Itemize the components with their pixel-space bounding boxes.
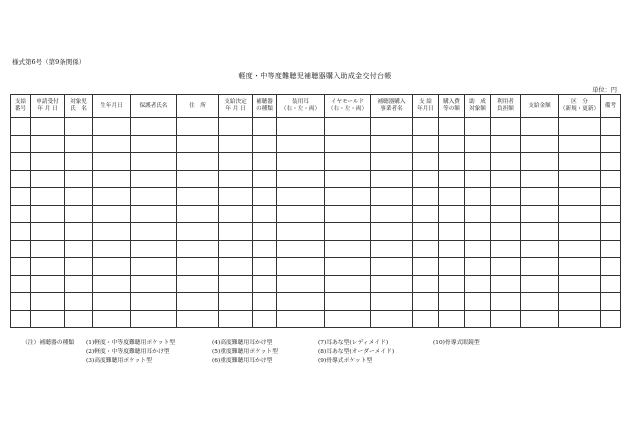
- column-header: イヤモールド （右・左・両）: [325, 95, 371, 118]
- table-cell[interactable]: [131, 310, 177, 328]
- table-cell[interactable]: [559, 258, 601, 276]
- table-cell[interactable]: [559, 188, 601, 206]
- table-cell[interactable]: [277, 153, 325, 171]
- note-item: (10)骨導式眼鏡型: [433, 340, 480, 346]
- note-item: (1)軽度・中等度難聴用ポケット型: [86, 340, 176, 346]
- table-cell[interactable]: [491, 153, 521, 171]
- table-cell[interactable]: [277, 135, 325, 153]
- table-cell[interactable]: [93, 258, 131, 276]
- table-row: [11, 258, 621, 276]
- table-cell[interactable]: [253, 188, 277, 206]
- ledger-body: [11, 118, 621, 328]
- table-cell[interactable]: [465, 240, 491, 258]
- table-cell[interactable]: [491, 258, 521, 276]
- table-cell[interactable]: [465, 293, 491, 311]
- table-cell[interactable]: [439, 258, 465, 276]
- table-cell[interactable]: [413, 118, 439, 136]
- notes-lead: （注）補聴器の種類: [22, 340, 75, 346]
- note-item: (5)重度難聴用ポケット型: [212, 349, 278, 355]
- table-cell[interactable]: [521, 240, 559, 258]
- note-item: (9)骨導式ポケット型: [318, 358, 373, 364]
- table-cell[interactable]: [177, 293, 219, 311]
- table-cell[interactable]: [521, 223, 559, 241]
- table-cell[interactable]: [439, 170, 465, 188]
- table-cell[interactable]: [93, 118, 131, 136]
- table-cell[interactable]: [325, 223, 371, 241]
- table-cell[interactable]: [413, 205, 439, 223]
- table-cell[interactable]: [325, 240, 371, 258]
- table-row: [11, 293, 621, 311]
- table-cell[interactable]: [325, 258, 371, 276]
- table-cell[interactable]: [371, 170, 413, 188]
- table-cell[interactable]: [11, 153, 31, 171]
- table-cell[interactable]: [277, 310, 325, 328]
- table-cell[interactable]: [31, 293, 65, 311]
- table-cell[interactable]: [177, 118, 219, 136]
- table-cell[interactable]: [131, 153, 177, 171]
- table-cell[interactable]: [219, 258, 253, 276]
- table-cell[interactable]: [465, 275, 491, 293]
- notes-column-4: [433, 339, 480, 348]
- table-cell[interactable]: [253, 205, 277, 223]
- notes-column-1: [86, 339, 175, 366]
- table-cell[interactable]: [439, 153, 465, 171]
- table-cell[interactable]: [601, 293, 621, 311]
- table-cell[interactable]: [65, 258, 93, 276]
- table-cell[interactable]: [521, 118, 559, 136]
- table-cell[interactable]: [559, 118, 601, 136]
- table-row: [11, 240, 621, 258]
- note-item: (4)高度難聴用耳かけ型: [212, 340, 273, 346]
- table-cell[interactable]: [93, 135, 131, 153]
- table-cell[interactable]: [371, 135, 413, 153]
- table-cell[interactable]: [131, 240, 177, 258]
- table-cell[interactable]: [131, 223, 177, 241]
- table-cell[interactable]: [371, 275, 413, 293]
- table-cell[interactable]: [559, 170, 601, 188]
- table-cell[interactable]: [325, 205, 371, 223]
- table-cell[interactable]: [601, 170, 621, 188]
- table-cell[interactable]: [325, 118, 371, 136]
- table-cell[interactable]: [413, 153, 439, 171]
- column-header: 申請受付 年 月 日: [31, 95, 65, 118]
- table-cell[interactable]: [31, 135, 65, 153]
- table-cell[interactable]: [601, 223, 621, 241]
- table-cell[interactable]: [93, 293, 131, 311]
- table-row: [11, 188, 621, 206]
- table-cell[interactable]: [65, 310, 93, 328]
- table-cell[interactable]: [65, 275, 93, 293]
- table-cell[interactable]: [559, 153, 601, 171]
- table-cell[interactable]: [465, 258, 491, 276]
- table-cell[interactable]: [371, 188, 413, 206]
- table-cell[interactable]: [277, 205, 325, 223]
- table-cell[interactable]: [31, 188, 65, 206]
- table-cell[interactable]: [253, 153, 277, 171]
- table-cell[interactable]: [413, 170, 439, 188]
- table-cell[interactable]: [439, 188, 465, 206]
- column-header: 備考: [601, 95, 621, 118]
- table-cell[interactable]: [177, 240, 219, 258]
- table-cell[interactable]: [325, 275, 371, 293]
- table-cell[interactable]: [65, 240, 93, 258]
- table-cell[interactable]: [521, 310, 559, 328]
- table-cell[interactable]: [413, 223, 439, 241]
- table-cell[interactable]: [491, 223, 521, 241]
- table-cell[interactable]: [177, 275, 219, 293]
- column-header: 補聴器 の種類: [253, 95, 277, 118]
- table-cell[interactable]: [11, 310, 31, 328]
- table-cell[interactable]: [465, 118, 491, 136]
- notes-column-2: [212, 339, 278, 366]
- table-cell[interactable]: [31, 118, 65, 136]
- table-cell[interactable]: [521, 258, 559, 276]
- table-row: [11, 170, 621, 188]
- table-cell[interactable]: [65, 135, 93, 153]
- table-cell[interactable]: [219, 135, 253, 153]
- table-cell[interactable]: [31, 240, 65, 258]
- table-cell[interactable]: [253, 293, 277, 311]
- table-cell[interactable]: [491, 310, 521, 328]
- table-cell[interactable]: [325, 153, 371, 171]
- table-cell[interactable]: [65, 153, 93, 171]
- table-cell[interactable]: [93, 240, 131, 258]
- table-cell[interactable]: [93, 275, 131, 293]
- table-cell[interactable]: [601, 118, 621, 136]
- table-cell[interactable]: [371, 240, 413, 258]
- table-cell[interactable]: [65, 293, 93, 311]
- table-cell[interactable]: [177, 223, 219, 241]
- column-header: 利用者 負担額: [491, 95, 521, 118]
- table-cell[interactable]: [219, 188, 253, 206]
- note-item: (3)高度難聴用ポケット型: [86, 358, 152, 364]
- table-row: [11, 153, 621, 171]
- table-cell[interactable]: [325, 188, 371, 206]
- table-cell[interactable]: [219, 293, 253, 311]
- column-header: 区 分 （新規・更新）: [559, 95, 601, 118]
- table-cell[interactable]: [131, 258, 177, 276]
- table-cell[interactable]: [131, 275, 177, 293]
- table-cell[interactable]: [131, 118, 177, 136]
- note-item: (8)耳あな型(オーダーメイド): [318, 349, 395, 355]
- table-cell[interactable]: [371, 205, 413, 223]
- table-cell[interactable]: [491, 188, 521, 206]
- column-header: 支 給 年月日: [413, 95, 439, 118]
- table-cell[interactable]: [177, 170, 219, 188]
- table-cell[interactable]: [219, 118, 253, 136]
- table-cell[interactable]: [277, 293, 325, 311]
- table-cell[interactable]: [439, 240, 465, 258]
- table-cell[interactable]: [413, 188, 439, 206]
- column-header: 補聴器購入 事業者名: [371, 95, 413, 118]
- table-cell[interactable]: [11, 275, 31, 293]
- table-cell[interactable]: [521, 293, 559, 311]
- table-cell[interactable]: [491, 275, 521, 293]
- table-cell[interactable]: [371, 153, 413, 171]
- column-header: 購入費 等の額: [439, 95, 465, 118]
- table-cell[interactable]: [131, 188, 177, 206]
- table-cell[interactable]: [93, 223, 131, 241]
- table-cell[interactable]: [277, 118, 325, 136]
- column-header: 装用耳 （右・左・両）: [277, 95, 325, 118]
- table-cell[interactable]: [277, 258, 325, 276]
- table-cell[interactable]: [371, 258, 413, 276]
- table-cell[interactable]: [219, 310, 253, 328]
- table-cell[interactable]: [219, 205, 253, 223]
- column-header: 保護者氏名: [131, 95, 177, 118]
- table-cell[interactable]: [601, 258, 621, 276]
- table-cell[interactable]: [131, 135, 177, 153]
- form-number: 様式第6号（第9条関係）: [12, 58, 86, 66]
- table-cell[interactable]: [371, 293, 413, 311]
- table-cell[interactable]: [253, 223, 277, 241]
- notes-column-3: [318, 339, 394, 366]
- table-cell[interactable]: [253, 135, 277, 153]
- table-cell[interactable]: [491, 205, 521, 223]
- table-cell[interactable]: [465, 188, 491, 206]
- column-header: 生年月日: [93, 95, 131, 118]
- table-cell[interactable]: [559, 293, 601, 311]
- table-cell[interactable]: [177, 153, 219, 171]
- table-cell[interactable]: [177, 135, 219, 153]
- table-cell[interactable]: [253, 275, 277, 293]
- table-cell[interactable]: [253, 258, 277, 276]
- table-cell[interactable]: [465, 170, 491, 188]
- table-cell[interactable]: [219, 275, 253, 293]
- table-row: [11, 223, 621, 241]
- notes: [22, 339, 622, 369]
- table-cell[interactable]: [93, 188, 131, 206]
- table-cell[interactable]: [31, 258, 65, 276]
- table-cell[interactable]: [219, 240, 253, 258]
- table-cell[interactable]: [491, 293, 521, 311]
- table-cell[interactable]: [559, 310, 601, 328]
- table-cell[interactable]: [465, 205, 491, 223]
- table-row: [11, 310, 621, 328]
- table-cell[interactable]: [465, 223, 491, 241]
- table-cell[interactable]: [277, 275, 325, 293]
- table-cell[interactable]: [413, 275, 439, 293]
- table-cell[interactable]: [11, 188, 31, 206]
- table-cell[interactable]: [491, 118, 521, 136]
- table-cell[interactable]: [131, 205, 177, 223]
- table-cell[interactable]: [31, 275, 65, 293]
- table-cell[interactable]: [65, 170, 93, 188]
- table-cell[interactable]: [601, 310, 621, 328]
- table-cell[interactable]: [131, 170, 177, 188]
- table-cell[interactable]: [413, 240, 439, 258]
- table-cell[interactable]: [277, 188, 325, 206]
- table-cell[interactable]: [439, 310, 465, 328]
- table-cell[interactable]: [413, 310, 439, 328]
- table-cell[interactable]: [177, 188, 219, 206]
- table-cell[interactable]: [11, 293, 31, 311]
- unit-label: 単位：円: [592, 87, 617, 94]
- table-cell[interactable]: [413, 258, 439, 276]
- table-cell[interactable]: [559, 223, 601, 241]
- table-cell[interactable]: [11, 223, 31, 241]
- table-cell[interactable]: [31, 223, 65, 241]
- column-header: 支給決定 年 月 日: [219, 95, 253, 118]
- note-item: (6)重度難聴用耳かけ型: [212, 358, 273, 364]
- table-cell[interactable]: [325, 310, 371, 328]
- table-cell[interactable]: [371, 118, 413, 136]
- table-cell[interactable]: [521, 275, 559, 293]
- table-cell[interactable]: [31, 310, 65, 328]
- table-cell[interactable]: [465, 135, 491, 153]
- column-header: 助 成 対象額: [465, 95, 491, 118]
- table-cell[interactable]: [11, 240, 31, 258]
- table-cell[interactable]: [11, 135, 31, 153]
- table-cell[interactable]: [11, 205, 31, 223]
- table-cell[interactable]: [439, 293, 465, 311]
- table-cell[interactable]: [601, 135, 621, 153]
- table-cell[interactable]: [439, 223, 465, 241]
- table-cell[interactable]: [559, 205, 601, 223]
- table-cell[interactable]: [521, 205, 559, 223]
- table-cell[interactable]: [219, 153, 253, 171]
- table-cell[interactable]: [253, 240, 277, 258]
- table-cell[interactable]: [11, 170, 31, 188]
- table-cell[interactable]: [177, 310, 219, 328]
- table-cell[interactable]: [65, 118, 93, 136]
- table-cell[interactable]: [439, 275, 465, 293]
- table-cell[interactable]: [65, 188, 93, 206]
- table-cell[interactable]: [413, 135, 439, 153]
- table-cell[interactable]: [277, 170, 325, 188]
- table-cell[interactable]: [31, 170, 65, 188]
- table-cell[interactable]: [219, 170, 253, 188]
- table-row: [11, 205, 621, 223]
- table-cell[interactable]: [465, 310, 491, 328]
- table-cell[interactable]: [601, 275, 621, 293]
- table-cell[interactable]: [559, 275, 601, 293]
- table-cell[interactable]: [521, 135, 559, 153]
- table-cell[interactable]: [439, 118, 465, 136]
- table-cell[interactable]: [601, 240, 621, 258]
- table-cell[interactable]: [11, 258, 31, 276]
- column-header: 支給金額: [521, 95, 559, 118]
- table-cell[interactable]: [413, 293, 439, 311]
- table-cell[interactable]: [253, 118, 277, 136]
- table-cell[interactable]: [601, 188, 621, 206]
- table-cell[interactable]: [521, 153, 559, 171]
- table-cell[interactable]: [253, 310, 277, 328]
- table-cell[interactable]: [325, 135, 371, 153]
- table-cell[interactable]: [371, 310, 413, 328]
- table-cell[interactable]: [177, 258, 219, 276]
- table-cell[interactable]: [253, 170, 277, 188]
- page-title: 軽度・中等度難聴児補聴器購入助成金交付台帳: [238, 72, 392, 80]
- table-cell[interactable]: [491, 240, 521, 258]
- table-cell[interactable]: [465, 153, 491, 171]
- table-cell[interactable]: [371, 223, 413, 241]
- table-cell[interactable]: [601, 153, 621, 171]
- table-cell[interactable]: [277, 240, 325, 258]
- table-cell[interactable]: [559, 240, 601, 258]
- table-cell[interactable]: [93, 170, 131, 188]
- table-cell[interactable]: [65, 223, 93, 241]
- table-cell[interactable]: [277, 223, 325, 241]
- note-item: (2)軽度・中等度難聴用耳かけ型: [86, 349, 170, 355]
- table-cell[interactable]: [491, 135, 521, 153]
- column-header: 対象児 氏 名: [65, 95, 93, 118]
- ledger-table: [10, 94, 621, 328]
- table-row: [11, 275, 621, 293]
- table-cell[interactable]: [65, 205, 93, 223]
- table-cell[interactable]: [31, 205, 65, 223]
- note-item: (7)耳あな型(レディメイド): [318, 340, 389, 346]
- table-cell[interactable]: [31, 153, 65, 171]
- column-header: 支給 番号: [11, 95, 31, 118]
- table-cell[interactable]: [601, 205, 621, 223]
- table-cell[interactable]: [131, 293, 177, 311]
- table-cell[interactable]: [93, 310, 131, 328]
- table-cell[interactable]: [439, 205, 465, 223]
- column-header: 住 所: [177, 95, 219, 118]
- header-row: [11, 95, 621, 118]
- table-cell[interactable]: [93, 205, 131, 223]
- table-cell[interactable]: [559, 135, 601, 153]
- table-cell[interactable]: [521, 188, 559, 206]
- table-row: [11, 135, 621, 153]
- table-cell[interactable]: [93, 153, 131, 171]
- table-cell[interactable]: [11, 118, 31, 136]
- table-cell[interactable]: [325, 170, 371, 188]
- table-cell[interactable]: [491, 170, 521, 188]
- table-cell[interactable]: [177, 205, 219, 223]
- table-cell[interactable]: [219, 223, 253, 241]
- table-cell[interactable]: [439, 135, 465, 153]
- table-cell[interactable]: [325, 293, 371, 311]
- table-cell[interactable]: [521, 170, 559, 188]
- table-row: [11, 118, 621, 136]
